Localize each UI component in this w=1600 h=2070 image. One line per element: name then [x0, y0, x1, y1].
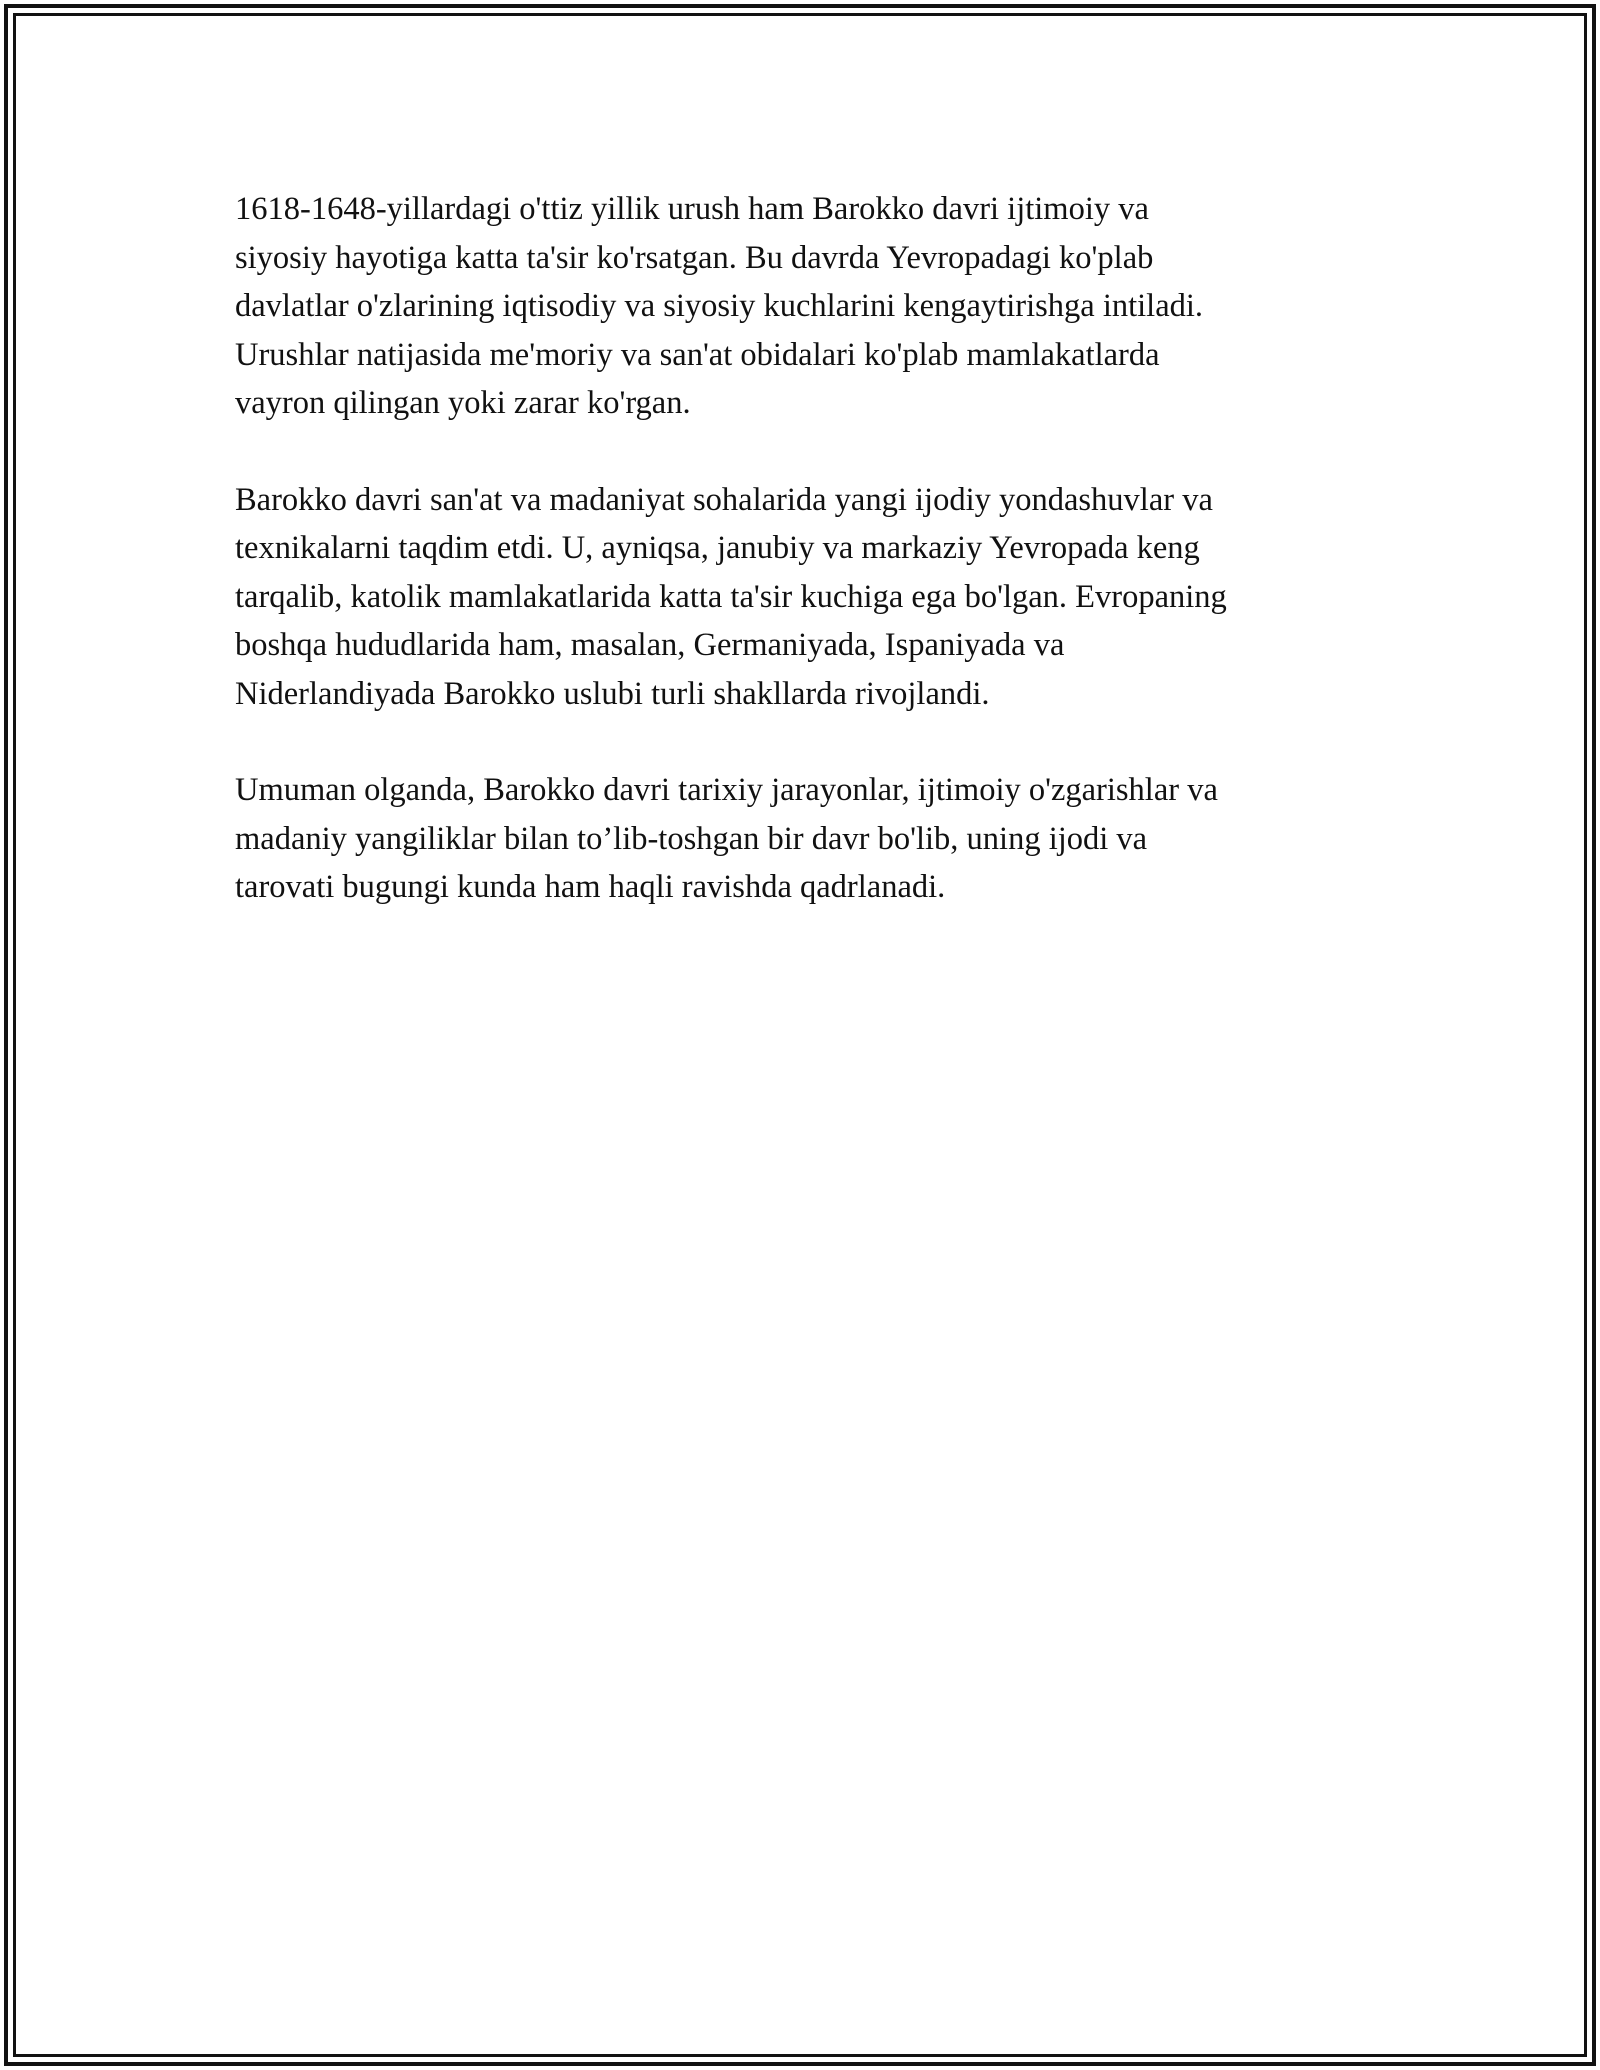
- text-line: Niderlandiyada Barokko uslubi turli shakllarda rivojlandi.: [235, 675, 990, 712]
- text-line: boshqa hududlarida ham, masalan, Germaniyada, Ispaniyada va: [235, 627, 1065, 663]
- text-line: tarqalib, katolik mamlakatlarida katta ta'sir kuchiga ega bo'lgan. Evropaning: [235, 578, 1227, 615]
- text-line: Urushlar natijasida me'moriy va san'at obidalari ko'plab mamlakatlarda: [235, 336, 1160, 373]
- text-line: siyosiy hayotiga katta ta'sir ko'rsatgan. Bu davrda Yevropadagi ko'plab: [235, 239, 1154, 276]
- text-line: 1618-1648-yillardagi o'ttiz yillik urush ham Barokko davri ijtimoiy va: [235, 191, 1149, 227]
- text-line: tarovati bugungi kunda ham haqli ravishda qadrlanadi.: [235, 869, 946, 905]
- text-line: madaniy yangiliklar bilan to’lib-toshgan bir davr bo'lib, uning ijodi va: [235, 820, 1148, 857]
- text-line: texnikalarni taqdim etdi. U, ayniqsa, janubiy va markaziy Yevropada keng: [235, 530, 1200, 566]
- paragraph-thirty-years-war: [235, 185, 1375, 428]
- text-line: Barokko davri san'at va madaniyat sohalarida yangi ijodiy yondashuvlar va: [235, 481, 1213, 518]
- paragraph-conclusion: [235, 766, 1375, 912]
- paragraph-baroque-art: [235, 476, 1375, 719]
- document-body: [235, 185, 1375, 960]
- text-line: vayron qilingan yoki zarar ko'rgan.: [235, 385, 691, 421]
- text-line: Umuman olganda, Barokko davri tarixiy jarayonlar, ijtimoiy o'zgarishlar va: [235, 772, 1218, 808]
- text-line: davlatlar o'zlarining iqtisodiy va siyosiy kuchlarini kengaytirishga intiladi.: [235, 288, 1204, 324]
